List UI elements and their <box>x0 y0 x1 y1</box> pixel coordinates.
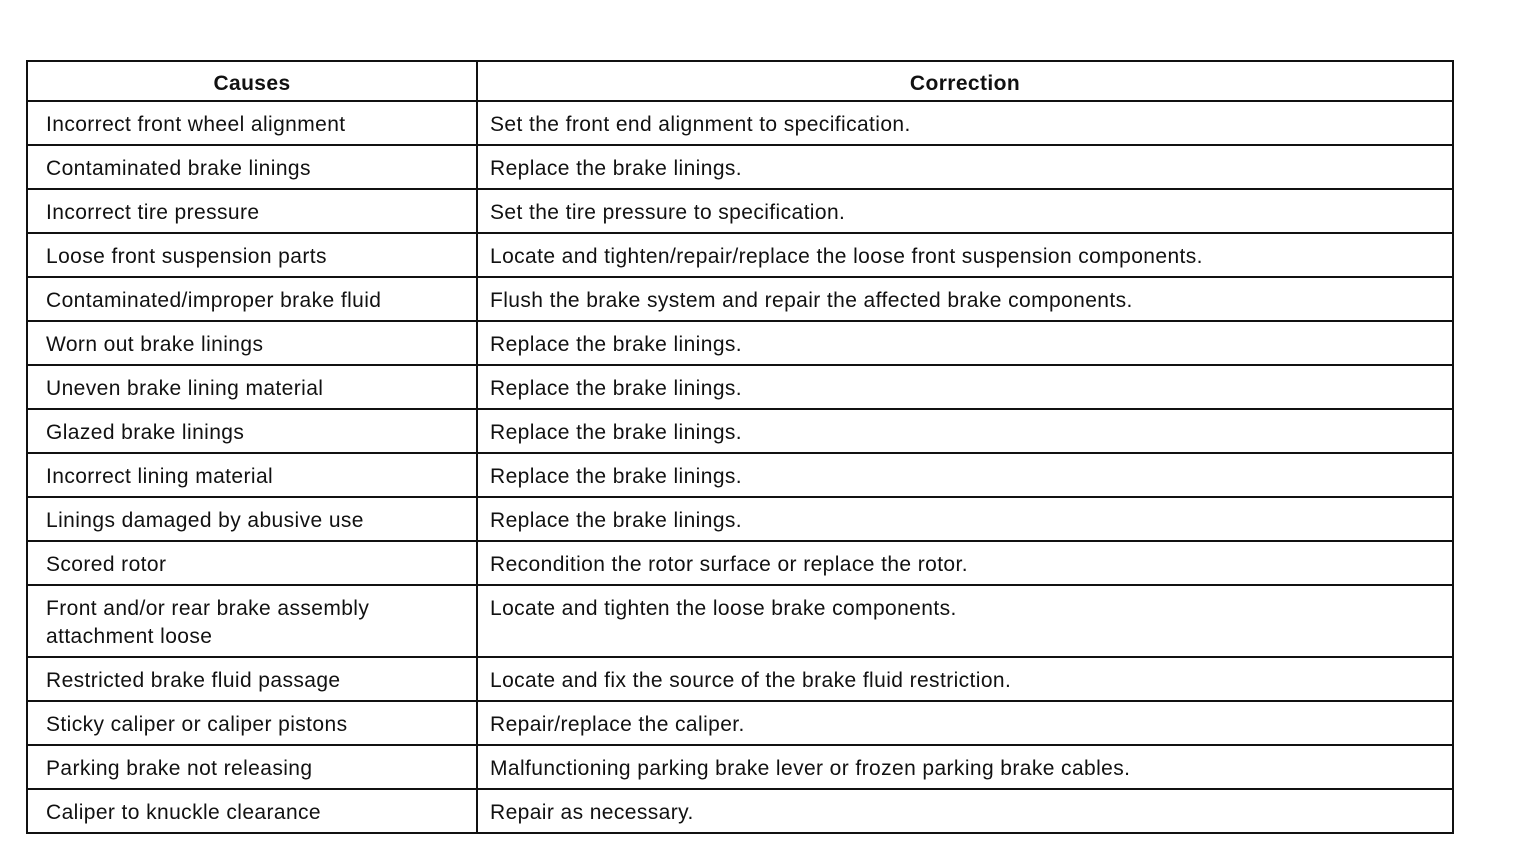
cause-cell: Contaminated brake linings <box>27 145 477 189</box>
cause-cell: Loose front suspension parts <box>27 233 477 277</box>
cause-cell: Incorrect front wheel alignment <box>27 101 477 145</box>
table-row <box>27 101 1453 145</box>
table-row <box>27 453 1453 497</box>
table-row <box>27 277 1453 321</box>
correction-cell: Repair as necessary. <box>477 789 1453 833</box>
header-row <box>27 61 1453 101</box>
table-row <box>27 145 1453 189</box>
causes-header: Causes <box>27 61 477 101</box>
correction-cell: Flush the brake system and repair the affected brake components. <box>477 277 1453 321</box>
correction-cell: Recondition the rotor surface or replace the rotor. <box>477 541 1453 585</box>
table-row <box>27 321 1453 365</box>
cause-cell: Incorrect lining material <box>27 453 477 497</box>
correction-cell: Repair/replace the caliper. <box>477 701 1453 745</box>
table-row <box>27 585 1453 657</box>
table-row <box>27 365 1453 409</box>
diagnosis-table-container <box>26 60 1452 834</box>
cause-cell: Restricted brake fluid passage <box>27 657 477 701</box>
table-row <box>27 409 1453 453</box>
correction-header: Correction <box>477 61 1453 101</box>
table-row <box>27 189 1453 233</box>
table-row <box>27 497 1453 541</box>
cause-cell: Parking brake not releasing <box>27 745 477 789</box>
table-row <box>27 657 1453 701</box>
cause-cell: Sticky caliper or caliper pistons <box>27 701 477 745</box>
table-row <box>27 233 1453 277</box>
correction-cell: Malfunctioning parking brake lever or frozen parking brake cables. <box>477 745 1453 789</box>
correction-cell: Locate and tighten/repair/replace the loose front suspension components. <box>477 233 1453 277</box>
correction-cell: Replace the brake linings. <box>477 365 1453 409</box>
cause-cell: Glazed brake linings <box>27 409 477 453</box>
table-row <box>27 745 1453 789</box>
cause-cell: Uneven brake lining material <box>27 365 477 409</box>
correction-cell: Set the tire pressure to specification. <box>477 189 1453 233</box>
cause-cell: Linings damaged by abusive use <box>27 497 477 541</box>
correction-cell: Replace the brake linings. <box>477 453 1453 497</box>
cause-cell: Scored rotor <box>27 541 477 585</box>
correction-cell: Set the front end alignment to specification. <box>477 101 1453 145</box>
correction-cell: Replace the brake linings. <box>477 409 1453 453</box>
cause-cell: Contaminated/improper brake fluid <box>27 277 477 321</box>
correction-cell: Locate and tighten the loose brake components. <box>477 585 1453 657</box>
cause-cell: Front and/or rear brake assembly attachment loose <box>27 585 477 657</box>
correction-cell: Replace the brake linings. <box>477 497 1453 541</box>
correction-cell: Locate and fix the source of the brake fluid restriction. <box>477 657 1453 701</box>
cause-cell: Incorrect tire pressure <box>27 189 477 233</box>
table-row <box>27 701 1453 745</box>
cause-cell: Worn out brake linings <box>27 321 477 365</box>
cause-cell: Caliper to knuckle clearance <box>27 789 477 833</box>
correction-cell: Replace the brake linings. <box>477 145 1453 189</box>
table-row <box>27 541 1453 585</box>
correction-cell: Replace the brake linings. <box>477 321 1453 365</box>
table-row <box>27 789 1453 833</box>
diagnosis-table <box>26 60 1454 834</box>
